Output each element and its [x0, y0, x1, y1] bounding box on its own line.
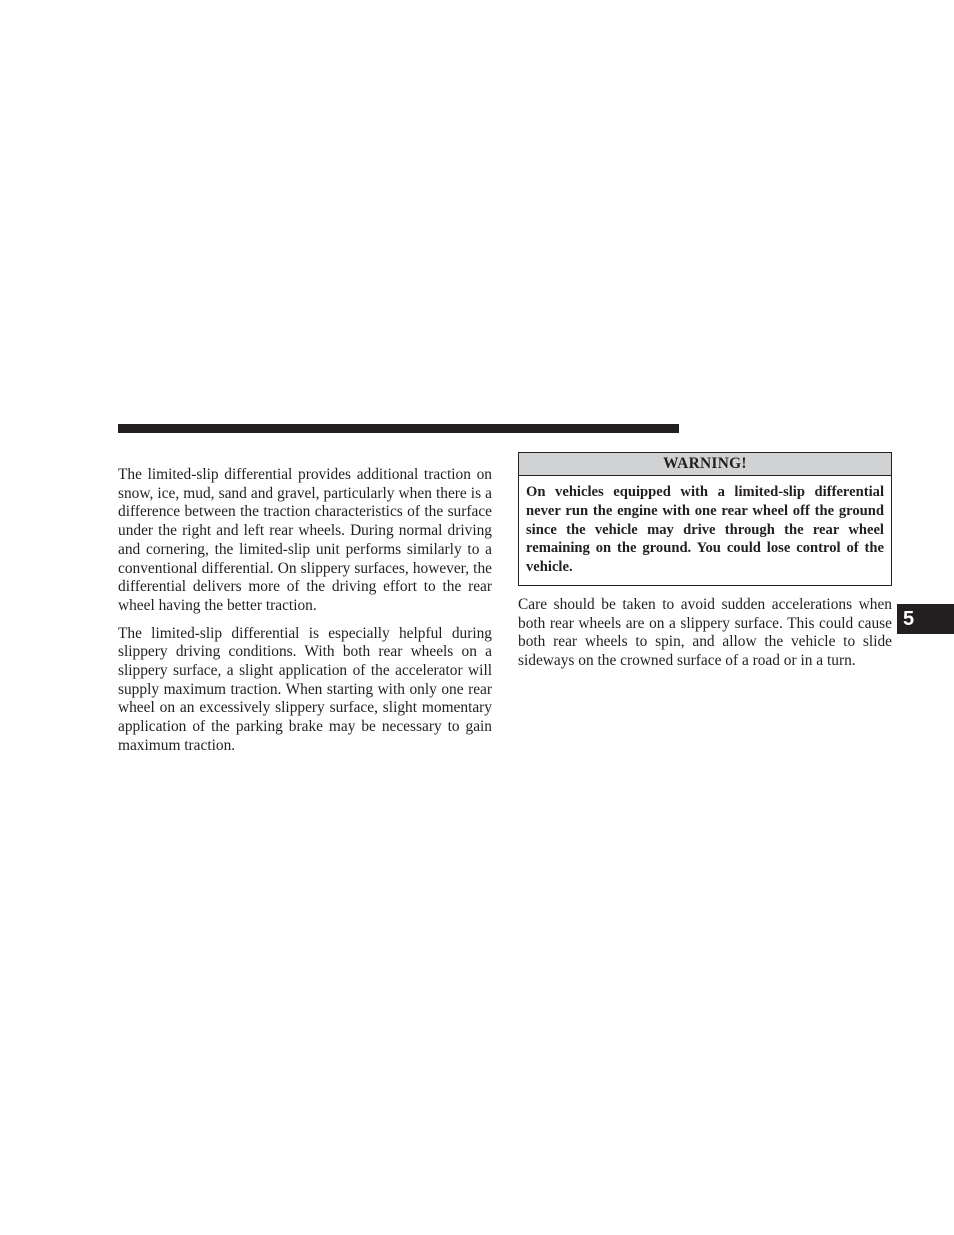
warning-text: On vehicles equipped with a limited-slip differential never run the engine with one rear wheel off the ground since the vehicle may drive through the rear wheel remaining on the ground. You could lose control of the vehicle.: [526, 484, 884, 576]
body-paragraph: The limited-slip differential provides additional traction on snow, ice, mud, sand and gravel, particularly when there is a difference between the traction characteristics of the surface under the right and left rear wheels. During normal driving and cornering, the limited-slip unit performs similarly to a conventional differential. On slippery surfaces, however, the differential delivers more of the driving effort to the rear wheel having the better traction.: [118, 466, 492, 614]
warning-title: WARNING!: [519, 453, 891, 476]
right-column: [518, 452, 892, 680]
body-paragraph: The limited-slip differential is especially helpful during slippery driving conditions. With both rear wheels on a slippery surface, a slight application of the accelerator will supply maximum traction. When starting with only one rear wheel on an excessively slippery surface, slight momentary application of the parking brake may be necessary to gain maximum traction.: [118, 624, 492, 754]
body-paragraph: Care should be taken to avoid sudden accelerations when both rear wheels are on a slippery surface. This could cause both rear wheels to spin, and allow the vehicle to slide sideways on the crowned surface of a road or in a turn.: [518, 595, 892, 670]
chapter-tab: 5: [897, 604, 954, 634]
left-column: [118, 466, 492, 765]
section-divider-rule: [118, 424, 679, 433]
warning-box: [518, 452, 892, 586]
